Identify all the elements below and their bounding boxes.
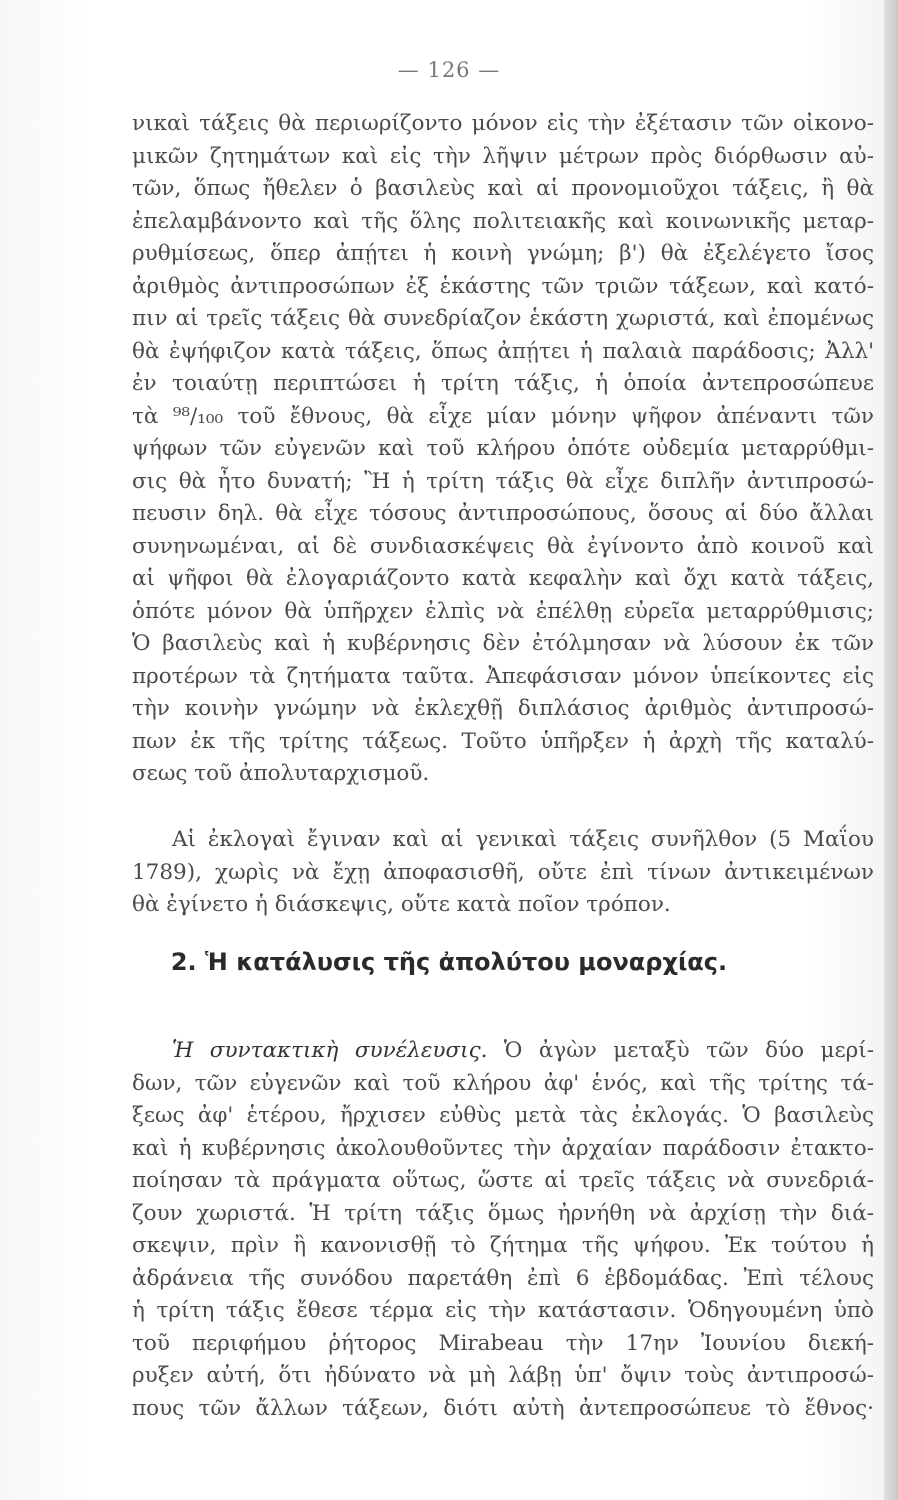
text-line: Αἱ ἐκλογαὶ ἔγιναν καὶ αἱ γενικαὶ τάξεις συνῆλθον (5 Μαΐου [172, 827, 874, 852]
text-line: πευσιν δηλ. θὰ εἶχε τόσους ἀντιπροσώπους, ὅσους αἱ δύο ἄλλαι [132, 501, 874, 526]
page-number: — 126 — [397, 58, 501, 82]
text-line: μικῶν ζητημάτων καὶ εἰς τὴν λῆψιν μέτρων πρὸς διόρθωσιν αὐ- [132, 143, 874, 169]
text-line: σις θὰ ἦτο δυνατή; Ἢ ἡ τρίτη τάξις θὰ εἶχε διπλῆν ἀντιπροσώ- [132, 468, 874, 494]
paragraph-3 [132, 1035, 874, 1425]
text-line: ρυξεν αὐτή, ὅτι ἠδύνατο νὰ μὴ λάβῃ ὑπ' ὄψιν τοὺς ἀντιπροσώ- [132, 1363, 874, 1388]
section-number: 2. [170, 948, 197, 976]
text-line: τὰ ⁹⁸/₁₀₀ τοῦ ἔθνους, θὰ εἶχε μίαν μόνην ψῆφον ἀπέναντι τῶν [132, 403, 874, 429]
text-line: τοῦ περιφήμου ῥήτορος Mirabeau τὴν 17ην Ἰουνίου διεκή- [132, 1330, 874, 1356]
text-line: ρυθμίσεως, ὅπερ ἀπῄτει ἡ κοινὴ γνώμη; β') θὰ ἐξελέγετο ἴσος [132, 241, 874, 266]
text-line: δων, τῶν εὐγενῶν καὶ τοῦ κλήρου ἀφ' ἑνός, καὶ τῆς τρίτης τά- [132, 1070, 874, 1096]
page-edge [884, 0, 898, 1500]
text-line: νικαὶ τάξεις θὰ περιωρίζοντο μόνον εἰς τὴν ἐξέτασιν τῶν οἰκονο- [132, 111, 874, 136]
text-line: σεως τοῦ ἀπολυταρχισμοῦ. [132, 761, 430, 786]
text-line: ἀριθμὸς ἀντιπροσώπων ἐξ ἑκάστης τῶν τριῶν τάξεων, καὶ κατό- [132, 273, 874, 299]
text-line: ἐν τοιαύτῃ περιπτώσει ἡ τρίτη τάξις, ἡ ὁποία ἀντεπροσώπευε [132, 371, 874, 396]
text-line [132, 1035, 874, 1068]
text-fragment: Ὁ ἀγὼν μεταξὺ τῶν δύο μερί- [503, 1038, 874, 1063]
section-title: Ἡ κατάλυσις τῆς ἀπολύτου μοναρχίας. [205, 948, 728, 976]
text-line: πους τῶν ἄλλων τάξεων, διότι αὐτὴ ἀντεπροσώπευε τὸ ἔθνος· [132, 1395, 874, 1421]
text-line: καὶ ἡ κυβέρνησις ἀκολουθοῦντες τὴν ἀρχαίαν παράδοσιν ἐτακτο- [132, 1135, 874, 1161]
text-line: θὰ ἐψήφιζον κατὰ τάξεις, ὅπως ἀπῄτει ἡ παλαιὰ παράδοσις; Ἀλλ' [132, 338, 874, 364]
text-line: ψήφων τῶν εὐγενῶν καὶ τοῦ κλήρου ὁπότε οὐδεμία μεταρρύθμι- [132, 436, 874, 461]
text-line: ἡ τρίτη τάξις ἔθεσε τέρμα εἰς τὴν κατάστασιν. Ὁδηγουμένη ὑπὸ [132, 1298, 874, 1323]
text-line: Ὁ βασιλεὺς καὶ ἡ κυβέρνησις δὲν ἐτόλμησαν νὰ λύσουν ἐκ τῶν [132, 631, 874, 656]
paragraph-2 [132, 824, 874, 922]
text-line: ξεως ἀφ' ἑτέρου, ἤρχισεν εὐθὺς μετὰ τὰς ἐκλογάς. Ὁ βασιλεὺς [132, 1103, 874, 1128]
text-line: προτέρων τὰ ζητήματα ταῦτα. Ἀπεφάσισαν μόνον ὑπείκοντες εἰς [132, 663, 874, 689]
text-line: 1789), χωρὶς νὰ ἔχῃ ἀποφασισθῆ, οὔτε ἐπὶ τίνων ἀντικειμένων [132, 859, 874, 885]
text-line: θὰ ἐγίνετο ἡ διάσκεψις, οὔτε κατὰ ποῖον τρόπον. [132, 892, 671, 917]
text-line: ζουν χωριστά. Ἡ τρίτη τάξις ὅμως ἠρνήθη νὰ ἀρχίσῃ τὴν διά- [132, 1200, 874, 1226]
text-line: πων ἐκ τῆς τρίτης τάξεως. Τοῦτο ὑπῆρξεν ἡ ἀρχὴ τῆς καταλύ- [132, 728, 874, 754]
paragraph-1 [132, 108, 874, 791]
text-line: αἱ ψῆφοι θὰ ἐλογαριάζοντο κατὰ κεφαλὴν καὶ ὄχι κατὰ τάξεις, [132, 566, 874, 591]
paragraph-lead: Ἡ συντακτικὴ συνέλευσις. [172, 1038, 488, 1063]
text-line: ὁπότε μόνον θὰ ὑπῆρχεν ἐλπὶς νὰ ἐπέλθῃ εὐρεῖα μεταρρύθμισις; [132, 598, 874, 624]
section-heading [0, 948, 898, 976]
text-line: ποίησαν τὰ πράγματα οὕτως, ὥστε αἱ τρεῖς τάξεις νὰ συνεδριά- [132, 1168, 874, 1193]
text-line: τὴν κοινὴν γνώμην νὰ ἐκλεχθῇ διπλάσιος ἀριθμὸς ἀντιπροσώ- [132, 696, 874, 721]
text-line: ἀδράνεια τῆς συνόδου παρετάθη ἐπὶ 6 ἑβδομάδας. Ἐπὶ τέλους [132, 1265, 874, 1291]
text-line: πιν αἱ τρεῖς τάξεις θὰ συνεδρίαζον ἑκάστη χωριστά, καὶ ἐπομένως [132, 306, 874, 331]
text-line: τῶν, ὅπως ἤθελεν ὁ βασιλεὺς καὶ αἱ προνομιοῦχοι τάξεις, ἢ θὰ [132, 176, 874, 201]
text-line: ἐπελαμβάνοντο καὶ τῆς ὅλης πολιτειακῆς καὶ κοινωνικῆς μεταρ- [132, 208, 874, 234]
text-line: σκεψιν, πρὶν ἢ κανονισθῇ τὸ ζήτημα τῆς ψήφου. Ἐκ τούτου ἡ [132, 1233, 874, 1258]
text-line: συνηνωμέναι, αἱ δὲ συνδιασκέψεις θὰ ἐγίνοντο ἀπὸ κοινοῦ καὶ [132, 533, 874, 559]
